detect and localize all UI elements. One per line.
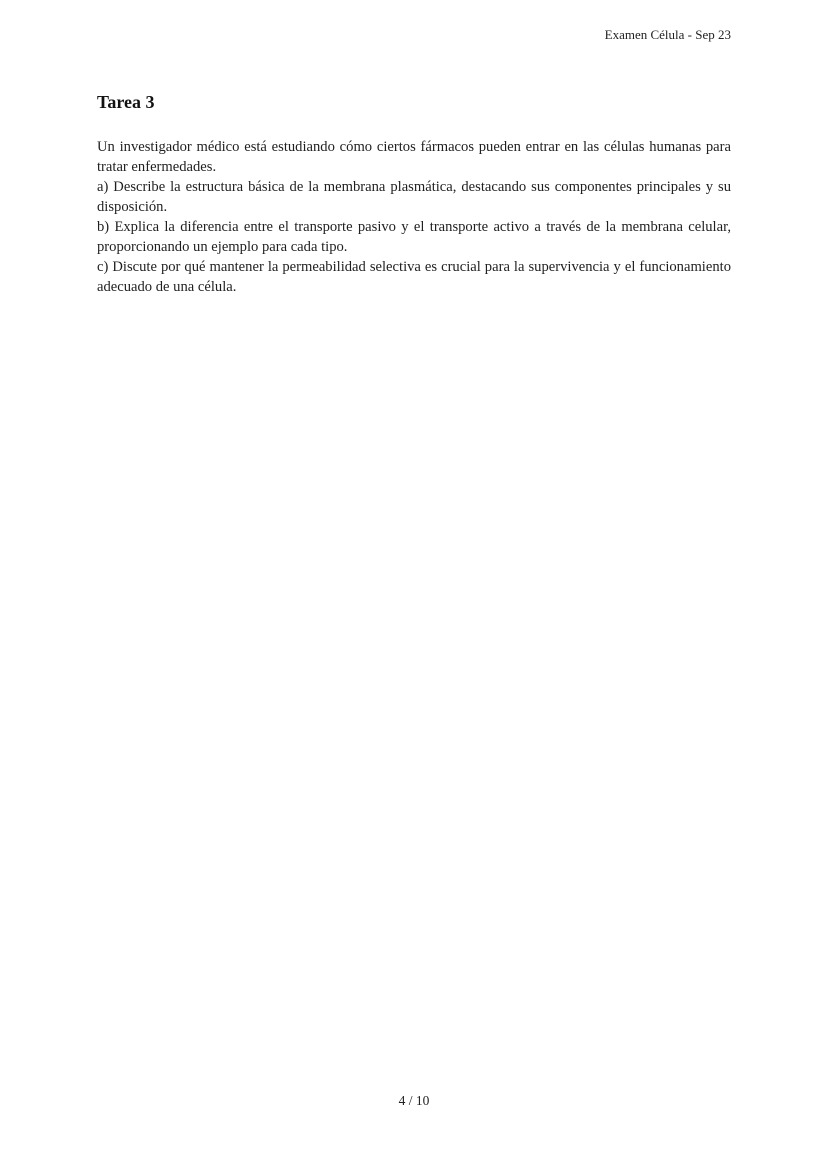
page-header [97, 27, 731, 43]
header-exam-title: Examen Célula - Sep 23 [604, 27, 731, 42]
page-content [97, 92, 731, 297]
task-item-b: b) Explica la diferencia entre el transporte pasivo y el transporte activo a través de la membrana celular, proporcionando un ejemplo para cada tipo. [97, 219, 731, 255]
page-number: 4 / 10 [398, 1093, 430, 1108]
page-footer [0, 1093, 828, 1109]
task-intro-paragraph: Un investigador médico está estudiando cómo ciertos fármacos pueden entrar en las células humanas para tratar enfermedades. [97, 139, 731, 175]
task-item-c: c) Discute por qué mantener la permeabilidad selectiva es crucial para la supervivencia y el funcionamiento adecuado de una célula. [97, 259, 731, 295]
task-title: Tarea 3 [97, 92, 155, 112]
task-item-a: a) Describe la estructura básica de la membrana plasmática, destacando sus componentes principales y su disposición. [97, 179, 731, 215]
task-body [97, 137, 731, 297]
